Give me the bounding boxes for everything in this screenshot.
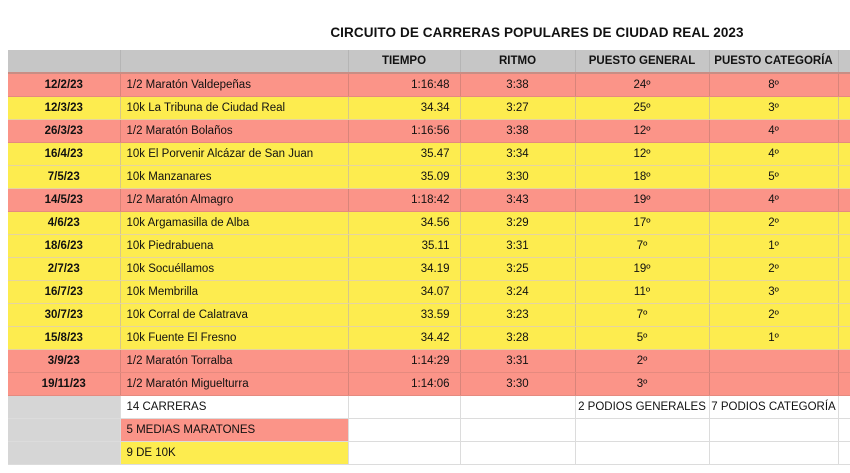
summary-blank[interactable]	[348, 442, 460, 465]
summary-row	[8, 419, 850, 442]
table-row	[8, 97, 850, 120]
category-position-cell[interactable]	[709, 373, 838, 396]
category-position-cell[interactable]: 1º	[709, 235, 838, 258]
date-cell[interactable]: 7/5/23	[8, 166, 120, 189]
date-cell[interactable]: 12/2/23	[8, 73, 120, 97]
general-position-cell[interactable]: 7º	[575, 235, 709, 258]
pace-cell[interactable]: 3:25	[460, 258, 575, 281]
date-cell[interactable]: 3/9/23	[8, 350, 120, 373]
table-row	[8, 120, 850, 143]
pace-cell[interactable]: 3:30	[460, 373, 575, 396]
race-name-cell[interactable]: 1/2 Maratón Almagro	[120, 189, 348, 212]
pace-cell[interactable]: 3:24	[460, 281, 575, 304]
date-cell[interactable]: 12/3/23	[8, 97, 120, 120]
summary-row	[8, 442, 850, 465]
extra-cell[interactable]	[838, 73, 850, 97]
table-row	[8, 235, 850, 258]
race-name-cell[interactable]: 1/2 Maratón Miguelturra	[120, 373, 348, 396]
extra-cell[interactable]	[838, 189, 850, 212]
pace-cell[interactable]: 3:27	[460, 97, 575, 120]
table-row	[8, 350, 850, 373]
date-cell[interactable]: 26/3/23	[8, 120, 120, 143]
table-row	[8, 327, 850, 350]
general-position-cell[interactable]: 12º	[575, 120, 709, 143]
summary-blank[interactable]	[709, 419, 838, 442]
category-position-cell[interactable]: 2º	[709, 304, 838, 327]
time-cell[interactable]: 1:16:56	[348, 120, 460, 143]
category-position-cell[interactable]: 1º	[709, 327, 838, 350]
race-name-cell[interactable]: 10k Corral de Calatrava	[120, 304, 348, 327]
header-race	[120, 50, 348, 73]
header-date	[8, 50, 120, 73]
header-category-position: PUESTO CATEGORÍA	[709, 50, 838, 73]
summary-total-races[interactable]: 14 CARRERAS	[120, 396, 348, 419]
pace-cell[interactable]: 3:23	[460, 304, 575, 327]
time-cell[interactable]: 34.42	[348, 327, 460, 350]
general-position-cell[interactable]: 18º	[575, 166, 709, 189]
category-position-cell[interactable]: 2º	[709, 212, 838, 235]
general-position-cell[interactable]: 25º	[575, 97, 709, 120]
summary-blank[interactable]	[348, 419, 460, 442]
race-name-cell[interactable]: 10k Socuéllamos	[120, 258, 348, 281]
race-name-cell[interactable]: 1/2 Maratón Bolaños	[120, 120, 348, 143]
general-position-cell[interactable]: 3º	[575, 373, 709, 396]
summary-blank[interactable]	[838, 396, 850, 419]
summary-blank[interactable]	[575, 442, 709, 465]
header-general-position: PUESTO GENERAL	[575, 50, 709, 73]
general-position-cell[interactable]: 24º	[575, 73, 709, 97]
pace-cell[interactable]: 3:31	[460, 350, 575, 373]
race-name-cell[interactable]: 1/2 Maratón Valdepeñas	[120, 73, 348, 97]
table-row	[8, 212, 850, 235]
category-position-cell[interactable]: 8º	[709, 73, 838, 97]
race-name-cell[interactable]: 10k El Porvenir Alcázar de San Juan	[120, 143, 348, 166]
extra-cell[interactable]	[838, 304, 850, 327]
extra-cell[interactable]	[838, 281, 850, 304]
general-position-cell[interactable]: 19º	[575, 189, 709, 212]
extra-cell[interactable]	[838, 258, 850, 281]
extra-cell[interactable]	[838, 97, 850, 120]
pace-cell[interactable]: 3:43	[460, 189, 575, 212]
time-cell[interactable]: 35.09	[348, 166, 460, 189]
header-time: TIEMPO	[348, 50, 460, 73]
date-cell[interactable]: 15/8/23	[8, 327, 120, 350]
summary-blank[interactable]	[838, 419, 850, 442]
date-cell[interactable]: 2/7/23	[8, 258, 120, 281]
date-cell[interactable]: 30/7/23	[8, 304, 120, 327]
extra-cell[interactable]	[838, 327, 850, 350]
table-row	[8, 143, 850, 166]
race-name-cell[interactable]: 10k Fuente El Fresno	[120, 327, 348, 350]
date-cell[interactable]: 16/4/23	[8, 143, 120, 166]
time-cell[interactable]: 34.19	[348, 258, 460, 281]
results-table	[8, 50, 850, 465]
race-name-cell[interactable]: 10k Manzanares	[120, 166, 348, 189]
header-pace: RITMO	[460, 50, 575, 73]
pace-cell[interactable]: 3:38	[460, 73, 575, 97]
page-title	[0, 25, 850, 40]
time-cell[interactable]: 1:14:29	[348, 350, 460, 373]
category-position-cell[interactable]: 3º	[709, 281, 838, 304]
pace-cell[interactable]: 3:30	[460, 166, 575, 189]
summary-blank[interactable]	[575, 419, 709, 442]
pace-cell[interactable]: 3:31	[460, 235, 575, 258]
category-position-cell[interactable]: 4º	[709, 143, 838, 166]
summary-blank[interactable]	[460, 419, 575, 442]
general-position-cell[interactable]: 5º	[575, 327, 709, 350]
general-position-cell[interactable]: 12º	[575, 143, 709, 166]
time-cell[interactable]: 1:18:42	[348, 189, 460, 212]
date-cell[interactable]: 4/6/23	[8, 212, 120, 235]
summary-row	[8, 396, 850, 419]
summary-category-podiums[interactable]: 7 PODIOS CATEGORÍA	[709, 396, 838, 419]
summary-general-podiums[interactable]: 2 PODIOS GENERALES	[575, 396, 709, 419]
race-name-cell[interactable]: 10k Piedrabuena	[120, 235, 348, 258]
time-cell[interactable]: 34.07	[348, 281, 460, 304]
time-cell[interactable]: 1:14:06	[348, 373, 460, 396]
page-title-text: CIRCUITO DE CARRERAS POPULARES DE CIUDAD REAL 2023	[330, 25, 744, 40]
general-position-cell[interactable]: 17º	[575, 212, 709, 235]
time-cell[interactable]: 33.59	[348, 304, 460, 327]
extra-cell[interactable]	[838, 143, 850, 166]
race-name-cell[interactable]: 10k Argamasilla de Alba	[120, 212, 348, 235]
race-name-cell[interactable]: 1/2 Maratón Torralba	[120, 350, 348, 373]
summary-blank[interactable]	[8, 396, 120, 419]
summary-blank[interactable]	[8, 419, 120, 442]
pace-cell[interactable]: 3:29	[460, 212, 575, 235]
category-position-cell[interactable]: 3º	[709, 97, 838, 120]
table-row	[8, 373, 850, 396]
time-cell[interactable]: 1:16:48	[348, 73, 460, 97]
table-row	[8, 304, 850, 327]
time-cell[interactable]: 35.47	[348, 143, 460, 166]
extra-cell[interactable]	[838, 350, 850, 373]
table-row	[8, 189, 850, 212]
extra-cell[interactable]	[838, 166, 850, 189]
race-name-cell[interactable]: 10k La Tribuna de Ciudad Real	[120, 97, 348, 120]
header-extra	[838, 50, 850, 73]
table-row	[8, 281, 850, 304]
summary-blank[interactable]	[348, 396, 460, 419]
summary-blank[interactable]	[838, 442, 850, 465]
general-position-cell[interactable]: 2º	[575, 350, 709, 373]
extra-cell[interactable]	[838, 235, 850, 258]
summary-blank[interactable]	[460, 442, 575, 465]
summary-blank[interactable]	[460, 396, 575, 419]
general-position-cell[interactable]: 7º	[575, 304, 709, 327]
category-position-cell[interactable]: 2º	[709, 258, 838, 281]
date-cell[interactable]: 19/11/23	[8, 373, 120, 396]
table-row	[8, 73, 850, 97]
date-cell[interactable]: 18/6/23	[8, 235, 120, 258]
header-row	[8, 50, 850, 73]
date-cell[interactable]: 16/7/23	[8, 281, 120, 304]
category-position-cell[interactable]	[709, 350, 838, 373]
time-cell[interactable]: 34.34	[348, 97, 460, 120]
pace-cell[interactable]: 3:34	[460, 143, 575, 166]
table-row	[8, 258, 850, 281]
time-cell[interactable]: 35.11	[348, 235, 460, 258]
date-cell[interactable]: 14/5/23	[8, 189, 120, 212]
category-position-cell[interactable]: 4º	[709, 120, 838, 143]
table-row	[8, 166, 850, 189]
summary-half-marathons[interactable]: 5 MEDIAS MARATONES	[120, 419, 348, 442]
category-position-cell[interactable]: 4º	[709, 189, 838, 212]
extra-cell[interactable]	[838, 120, 850, 143]
extra-cell[interactable]	[838, 373, 850, 396]
pace-cell[interactable]: 3:28	[460, 327, 575, 350]
general-position-cell[interactable]: 11º	[575, 281, 709, 304]
extra-cell[interactable]	[838, 212, 850, 235]
summary-ten-k[interactable]: 9 DE 10K	[120, 442, 348, 465]
time-cell[interactable]: 34.56	[348, 212, 460, 235]
pace-cell[interactable]: 3:38	[460, 120, 575, 143]
race-name-cell[interactable]: 10k Membrilla	[120, 281, 348, 304]
general-position-cell[interactable]: 19º	[575, 258, 709, 281]
category-position-cell[interactable]: 5º	[709, 166, 838, 189]
summary-blank[interactable]	[8, 442, 120, 465]
summary-blank[interactable]	[709, 442, 838, 465]
